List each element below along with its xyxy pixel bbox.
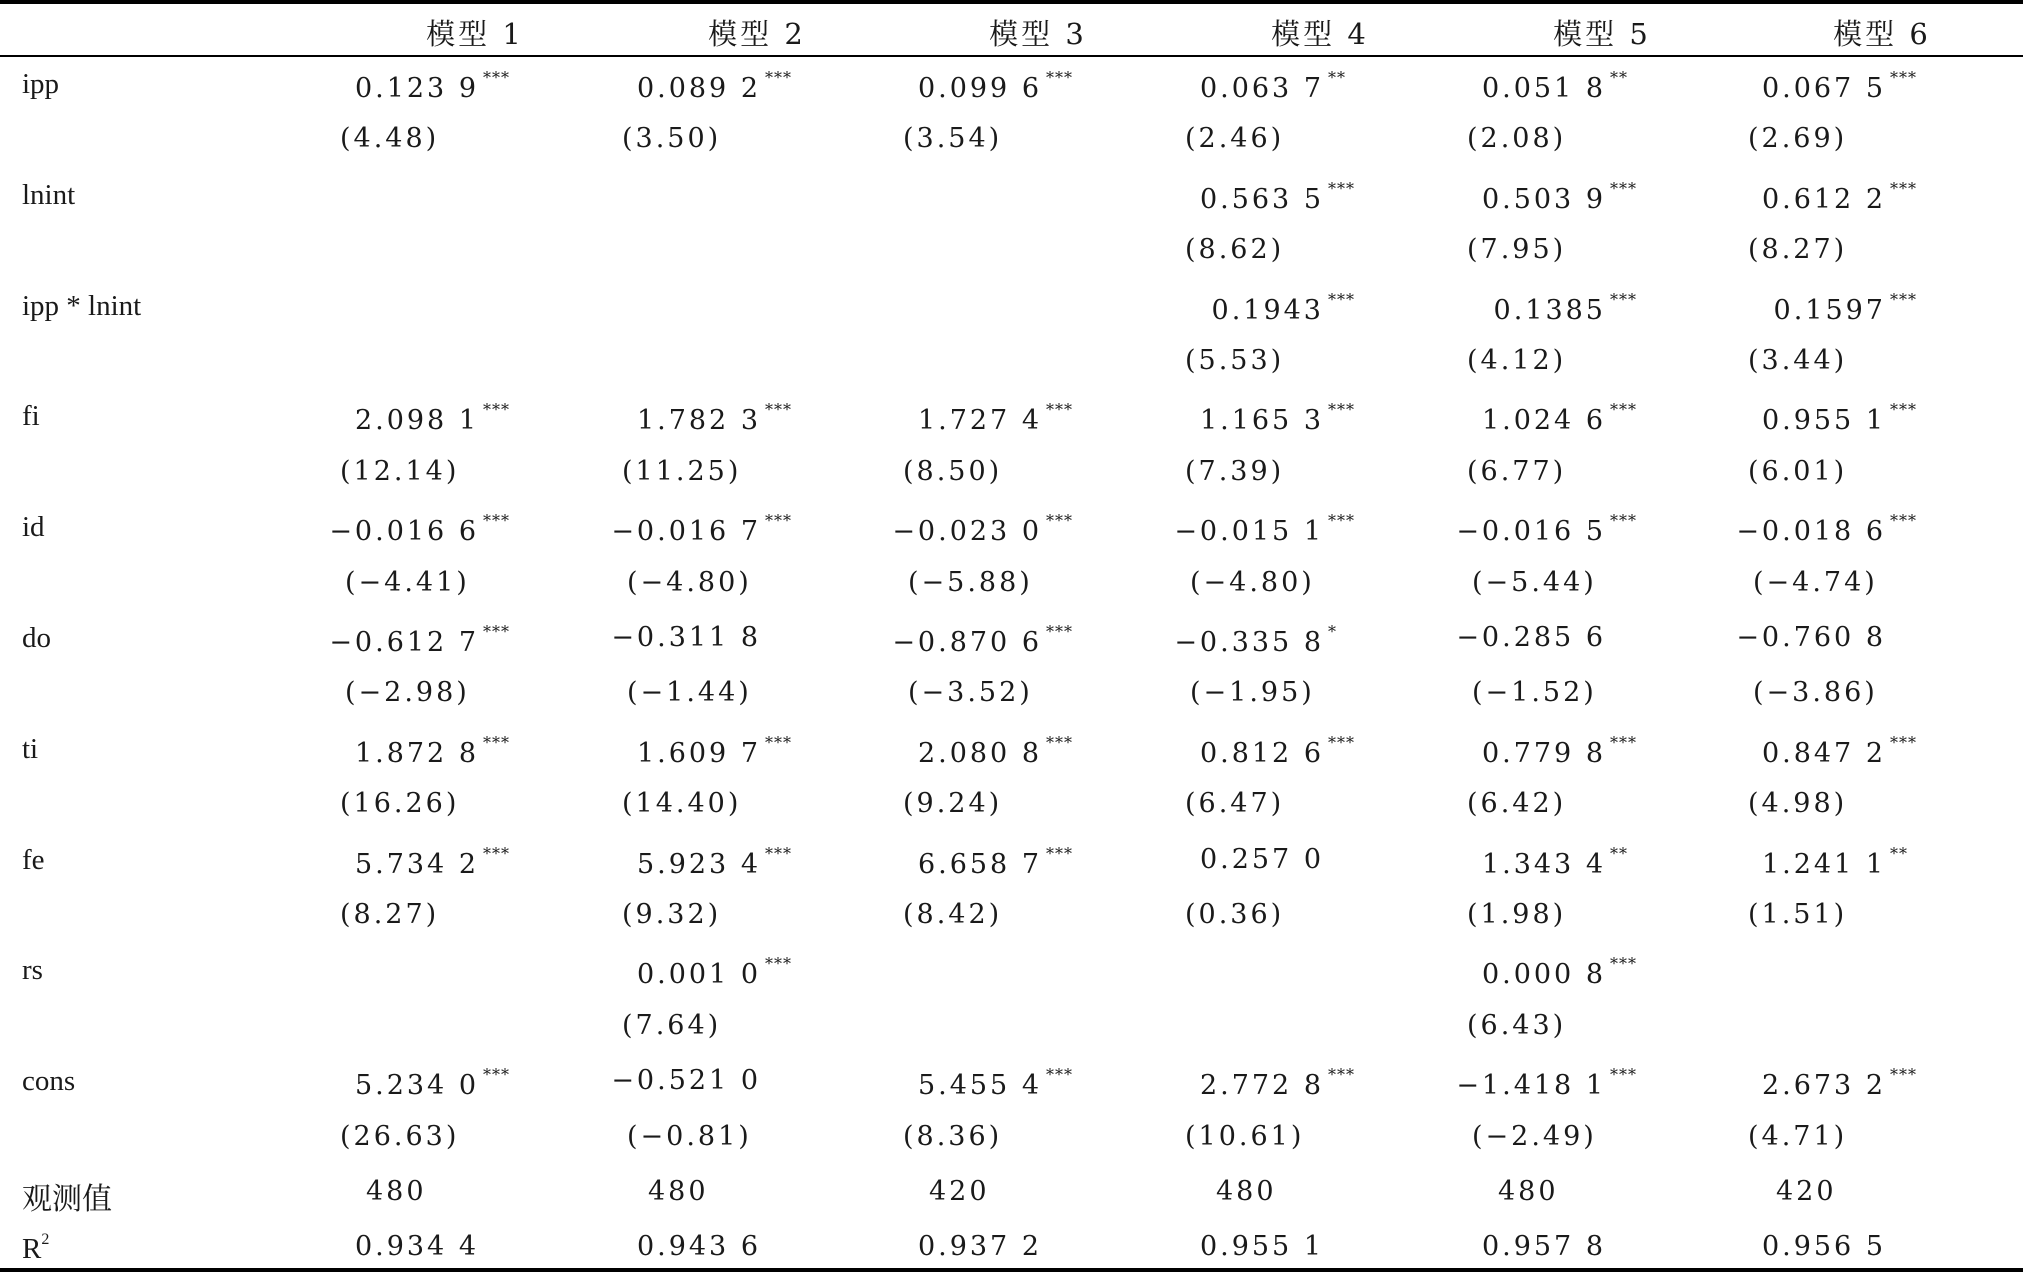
observation-count: 480 (1498, 1176, 1559, 1207)
t-stat-cell: (2.08) (1467, 123, 1567, 155)
t-stat-cell: (2.46) (1185, 123, 1285, 155)
coefficient-value: −0.870 6 (892, 627, 1042, 658)
coefficient-value: 0.1943 (1211, 294, 1324, 326)
coefficient-cell (1482, 68, 1644, 104)
r-squared-number: 0.937 2 (917, 1231, 1042, 1263)
coefficient-value: 0.955 1 (1761, 405, 1886, 437)
significance-stars: *** (1610, 1065, 1637, 1085)
coefficient-value: −0.760 8 (1736, 622, 1886, 653)
significance-stars: *** (1328, 289, 1355, 309)
row-label: id (22, 511, 45, 544)
r-squared-value (355, 1231, 517, 1262)
significance-stars: ** (1328, 68, 1346, 87)
t-stat-cell: (−1.44) (627, 677, 752, 709)
table-row (0, 834, 2023, 889)
significance-stars: ** (1890, 843, 1908, 863)
t-stat-cell: (0.36) (1185, 899, 1285, 930)
significance-stars: *** (1328, 511, 1355, 531)
coefficient-cell (1736, 511, 1924, 547)
header-model-5: 模型 5 (1553, 17, 1651, 51)
coefficient-cell (1494, 290, 1644, 326)
coefficient-cell (355, 400, 517, 436)
coefficient-cell (1200, 733, 1362, 769)
r-squared-value (637, 1231, 799, 1262)
coefficient-cell (355, 733, 517, 769)
table-row (0, 889, 2023, 944)
r-squared-value (1200, 1231, 1362, 1262)
r-squared-value (1762, 1231, 1924, 1262)
coefficient-value: −0.018 6 (1736, 516, 1886, 548)
t-stat-cell: (−3.52) (908, 677, 1033, 709)
significance-stars: *** (1046, 843, 1073, 863)
coefficient-cell (1762, 179, 1924, 215)
significance-stars: *** (483, 68, 510, 87)
significance-stars: *** (1890, 289, 1917, 309)
significance-stars: *** (1328, 732, 1355, 752)
coefficient-cell (611, 622, 799, 653)
coefficient-value: 0.812 6 (1199, 737, 1324, 769)
coefficient-value: −0.521 0 (611, 1065, 761, 1097)
coefficient-cell (1762, 68, 1924, 104)
r-squared-number: 0.955 1 (1199, 1231, 1324, 1263)
coefficient-value: 1.024 6 (1481, 405, 1606, 437)
header-model-2: 模型 2 (708, 17, 806, 51)
coefficient-cell (1762, 400, 1924, 436)
coefficient-value: 0.067 5 (1761, 73, 1886, 104)
significance-stars: *** (483, 511, 510, 531)
coefficient-cell (637, 954, 799, 990)
t-stat-cell: (26.63) (340, 1120, 460, 1152)
coefficient-value: −0.612 7 (329, 627, 479, 658)
t-stat-cell: (14.40) (622, 788, 742, 820)
coefficient-value: 0.612 2 (1761, 183, 1886, 215)
coefficient-cell (918, 68, 1080, 104)
t-stat-cell: (4.71) (1748, 1120, 1848, 1152)
coefficient-cell (892, 511, 1080, 547)
t-stat-cell: (11.25) (622, 455, 742, 487)
t-stat-cell: (9.24) (903, 788, 1003, 820)
coefficient-value: 0.779 8 (1481, 737, 1606, 769)
coefficient-value: 5.455 4 (917, 1070, 1042, 1102)
coefficient-value: −0.335 8 (1174, 627, 1324, 658)
coefficient-value: 0.503 9 (1481, 183, 1606, 215)
coefficient-value: 0.000 8 (1481, 959, 1606, 991)
significance-stars: *** (1890, 400, 1917, 420)
observation-count: 420 (1776, 1176, 1837, 1207)
observation-count: 480 (366, 1176, 427, 1207)
r-squared-superscript: 2 (41, 1231, 50, 1249)
t-stat-cell: (7.39) (1185, 455, 1285, 487)
header-model-4: 模型 4 (1271, 17, 1369, 51)
coefficient-cell (611, 511, 799, 547)
table-row (0, 612, 2023, 667)
table-row (0, 390, 2023, 445)
coefficient-cell (1762, 733, 1924, 769)
t-stat-cell: (5.53) (1185, 345, 1285, 376)
coefficient-value: 0.847 2 (1761, 737, 1886, 769)
coefficient-cell (637, 733, 799, 769)
coefficient-value: 0.099 6 (917, 73, 1042, 104)
table-row (0, 113, 2023, 168)
significance-stars: * (1328, 622, 1337, 641)
row-label (22, 1231, 49, 1266)
coefficient-cell (329, 622, 517, 658)
coefficient-cell (1482, 733, 1644, 769)
t-stat-cell: (−2.49) (1472, 1120, 1597, 1152)
row-label: fe (22, 843, 45, 876)
coefficient-cell (918, 844, 1080, 880)
coefficient-value: 5.234 0 (354, 1070, 479, 1102)
t-stat-cell: (6.47) (1185, 788, 1285, 820)
coefficient-cell (1456, 511, 1644, 547)
significance-stars: *** (1046, 511, 1073, 531)
significance-stars: ** (1610, 843, 1628, 863)
coefficient-value: 6.658 7 (917, 848, 1042, 880)
coefficient-value: 0.563 5 (1199, 183, 1324, 215)
t-stat-cell: (6.43) (1467, 1009, 1567, 1041)
coefficient-value: −0.311 8 (611, 622, 761, 653)
row-label: ipp (22, 68, 60, 100)
coefficient-cell (611, 1065, 799, 1096)
t-stat-cell: (−4.74) (1753, 566, 1878, 598)
table-row (0, 1055, 2023, 1110)
t-stat-cell: (8.27) (1748, 234, 1848, 266)
t-stat-cell: (3.44) (1748, 345, 1848, 376)
r-squared-value (918, 1231, 1080, 1262)
significance-stars: *** (765, 843, 792, 863)
significance-stars: *** (1890, 732, 1917, 752)
t-stat-cell: (−4.41) (345, 566, 470, 598)
t-stat-cell: (8.42) (903, 899, 1003, 930)
significance-stars: *** (1610, 954, 1637, 974)
coefficient-value: 2.080 8 (917, 737, 1042, 769)
table-header-rule (0, 55, 2023, 57)
t-stat-cell: (4.48) (340, 123, 440, 155)
row-label: do (22, 622, 51, 654)
coefficient-value: 2.098 1 (354, 405, 479, 437)
coefficient-value: −0.016 5 (1456, 516, 1606, 548)
significance-stars: *** (1046, 622, 1073, 641)
t-stat-cell: (8.50) (903, 455, 1003, 487)
coefficient-value: 0.123 9 (354, 73, 479, 104)
coefficient-value: 1.609 7 (636, 737, 761, 769)
coefficient-cell (918, 1065, 1080, 1101)
significance-stars: *** (483, 622, 510, 641)
significance-stars: *** (1610, 289, 1637, 309)
significance-stars: *** (1890, 1065, 1917, 1085)
t-stat-cell: (−2.98) (345, 677, 470, 709)
significance-stars: *** (483, 1065, 510, 1085)
significance-stars: *** (765, 732, 792, 752)
t-stat-cell: (3.54) (903, 123, 1003, 155)
table-row-observations (0, 1166, 2023, 1221)
coefficient-value: 0.089 2 (636, 73, 761, 104)
r-squared-label: R (22, 1233, 42, 1266)
coefficient-value: −0.285 6 (1456, 622, 1606, 653)
header-model-6: 模型 6 (1833, 17, 1931, 51)
coefficient-value: 2.772 8 (1199, 1070, 1324, 1102)
significance-stars: *** (1046, 68, 1073, 87)
coefficient-cell (1482, 400, 1644, 436)
coefficient-cell (329, 511, 517, 547)
significance-stars: *** (1610, 400, 1637, 420)
coefficient-value: 1.241 1 (1761, 848, 1886, 880)
coefficient-cell (892, 622, 1080, 658)
r-squared-value (1482, 1231, 1644, 1262)
t-stat-cell: (9.32) (622, 899, 722, 930)
coefficient-cell (1200, 400, 1362, 436)
t-stat-cell: (8.62) (1185, 234, 1285, 266)
row-label: rs (22, 954, 43, 987)
t-stat-cell: (4.98) (1748, 788, 1848, 820)
table-header (0, 4, 2023, 55)
r-squared-number: 0.943 6 (636, 1231, 761, 1263)
significance-stars: *** (1328, 400, 1355, 420)
coefficient-value: −0.015 1 (1174, 516, 1324, 548)
significance-stars: *** (765, 954, 792, 974)
row-label: 观测值 (22, 1182, 112, 1217)
t-stat-cell: (3.50) (622, 123, 722, 155)
coefficient-cell (1736, 622, 1924, 653)
significance-stars: *** (765, 68, 792, 87)
coefficient-cell (637, 68, 799, 104)
coefficient-value: 1.727 4 (917, 405, 1042, 437)
t-stat-cell: (7.64) (622, 1009, 722, 1041)
table-row (0, 335, 2023, 390)
significance-stars: *** (483, 400, 510, 420)
coefficient-value: 5.923 4 (636, 848, 761, 880)
coefficient-cell (1200, 179, 1362, 215)
coefficient-value: 0.257 0 (1199, 843, 1324, 875)
t-stat-cell: (−1.52) (1472, 677, 1597, 709)
t-stat-cell: (−3.86) (1753, 677, 1878, 709)
t-stat-cell: (8.36) (903, 1120, 1003, 1152)
t-stat-cell: (1.51) (1748, 899, 1848, 930)
table-row (0, 723, 2023, 778)
coefficient-value: 0.001 0 (636, 959, 761, 991)
r-squared-number: 0.956 5 (1761, 1231, 1886, 1263)
coefficient-value: 1.165 3 (1199, 405, 1324, 437)
table-row (0, 778, 2023, 833)
coefficient-cell (637, 844, 799, 880)
significance-stars: *** (765, 511, 792, 531)
observation-count: 480 (1216, 1176, 1277, 1207)
coefficient-cell (1456, 1065, 1644, 1101)
coefficient-cell (918, 733, 1080, 769)
t-stat-cell: (−4.80) (627, 566, 752, 598)
coefficient-cell (637, 400, 799, 436)
coefficient-cell (1482, 954, 1644, 990)
table-row (0, 280, 2023, 335)
coefficient-cell (1174, 622, 1362, 658)
coefficient-cell (918, 400, 1080, 436)
table-row (0, 1000, 2023, 1055)
table-row (0, 58, 2023, 113)
coefficient-value: −0.016 7 (611, 516, 761, 548)
header-model-1: 模型 1 (426, 17, 524, 51)
coefficient-cell (1482, 179, 1644, 215)
coefficient-value: −0.023 0 (892, 516, 1042, 548)
coefficient-value: 1.782 3 (636, 405, 761, 437)
coefficient-cell (1762, 1065, 1924, 1101)
significance-stars: *** (1328, 178, 1355, 198)
header-model-3: 模型 3 (989, 17, 1087, 51)
coefficient-cell (1774, 290, 1924, 326)
t-stat-cell: (8.27) (340, 899, 440, 930)
t-stat-cell: (−4.80) (1190, 566, 1315, 598)
significance-stars: *** (1046, 1065, 1073, 1085)
t-stat-cell: (−1.95) (1190, 677, 1315, 709)
coefficient-cell (355, 68, 517, 104)
coefficient-value: 1.872 8 (354, 737, 479, 769)
t-stat-cell: (−0.81) (627, 1120, 752, 1152)
coefficient-value: 2.673 2 (1761, 1070, 1886, 1102)
observation-count: 420 (929, 1176, 990, 1207)
significance-stars: *** (1610, 511, 1637, 531)
table-row (0, 169, 2023, 224)
coefficient-cell (1212, 290, 1362, 326)
t-stat-cell: (1.98) (1467, 899, 1567, 930)
r-squared-number: 0.957 8 (1481, 1231, 1606, 1263)
coefficient-value: −1.418 1 (1456, 1070, 1606, 1102)
row-label: cons (22, 1065, 76, 1098)
coefficient-cell (1200, 68, 1362, 104)
coefficient-value: 0.051 8 (1481, 73, 1606, 104)
significance-stars: *** (1890, 178, 1917, 198)
table-row (0, 446, 2023, 501)
coefficient-cell (1482, 844, 1644, 880)
row-label: lnint (22, 178, 76, 211)
table-bottom-rule (0, 1268, 2023, 1272)
observation-count: 480 (648, 1176, 709, 1207)
significance-stars: *** (1046, 732, 1073, 752)
coefficient-value: 1.343 4 (1481, 848, 1606, 880)
coefficient-value: 0.1597 (1773, 294, 1886, 326)
coefficient-cell (1456, 622, 1644, 653)
row-label: ipp * lnint (22, 289, 142, 322)
table-row (0, 501, 2023, 556)
t-stat-cell: (6.01) (1748, 455, 1848, 487)
significance-stars: *** (1890, 511, 1917, 531)
t-stat-cell: (−5.88) (908, 566, 1033, 598)
significance-stars: ** (1610, 68, 1628, 87)
significance-stars: *** (1046, 400, 1073, 420)
coefficient-cell (355, 1065, 517, 1101)
table-row (0, 224, 2023, 279)
t-stat-cell: (12.14) (340, 455, 460, 487)
coefficient-value: −0.016 6 (329, 516, 479, 548)
t-stat-cell: (6.42) (1467, 788, 1567, 820)
coefficient-cell (1174, 511, 1362, 547)
significance-stars: *** (765, 400, 792, 420)
table-row (0, 944, 2023, 999)
t-stat-cell: (−5.44) (1472, 566, 1597, 598)
significance-stars: *** (483, 732, 510, 752)
t-stat-cell: (7.95) (1467, 234, 1567, 266)
coefficient-value: 5.734 2 (354, 848, 479, 880)
t-stat-cell: (4.12) (1467, 345, 1567, 376)
coefficient-cell (1762, 844, 1924, 880)
coefficient-cell (1200, 1065, 1362, 1101)
significance-stars: *** (1610, 178, 1637, 198)
t-stat-cell: (2.69) (1748, 123, 1848, 155)
coefficient-cell (355, 844, 517, 880)
r-squared-number: 0.934 4 (354, 1231, 479, 1263)
coefficient-cell (1200, 844, 1362, 875)
coefficient-value: 0.1385 (1493, 294, 1606, 326)
table-row (0, 667, 2023, 722)
table-row (0, 557, 2023, 612)
t-stat-cell: (10.61) (1185, 1120, 1305, 1152)
significance-stars: *** (1610, 732, 1637, 752)
t-stat-cell: (6.77) (1467, 455, 1567, 487)
coefficient-value: 0.063 7 (1199, 73, 1324, 104)
t-stat-cell: (16.26) (340, 788, 460, 820)
significance-stars: *** (483, 843, 510, 863)
significance-stars: *** (1890, 68, 1917, 87)
significance-stars: *** (1328, 1065, 1355, 1085)
table-row (0, 1111, 2023, 1166)
row-label: ti (22, 732, 39, 765)
row-label: fi (22, 400, 40, 433)
